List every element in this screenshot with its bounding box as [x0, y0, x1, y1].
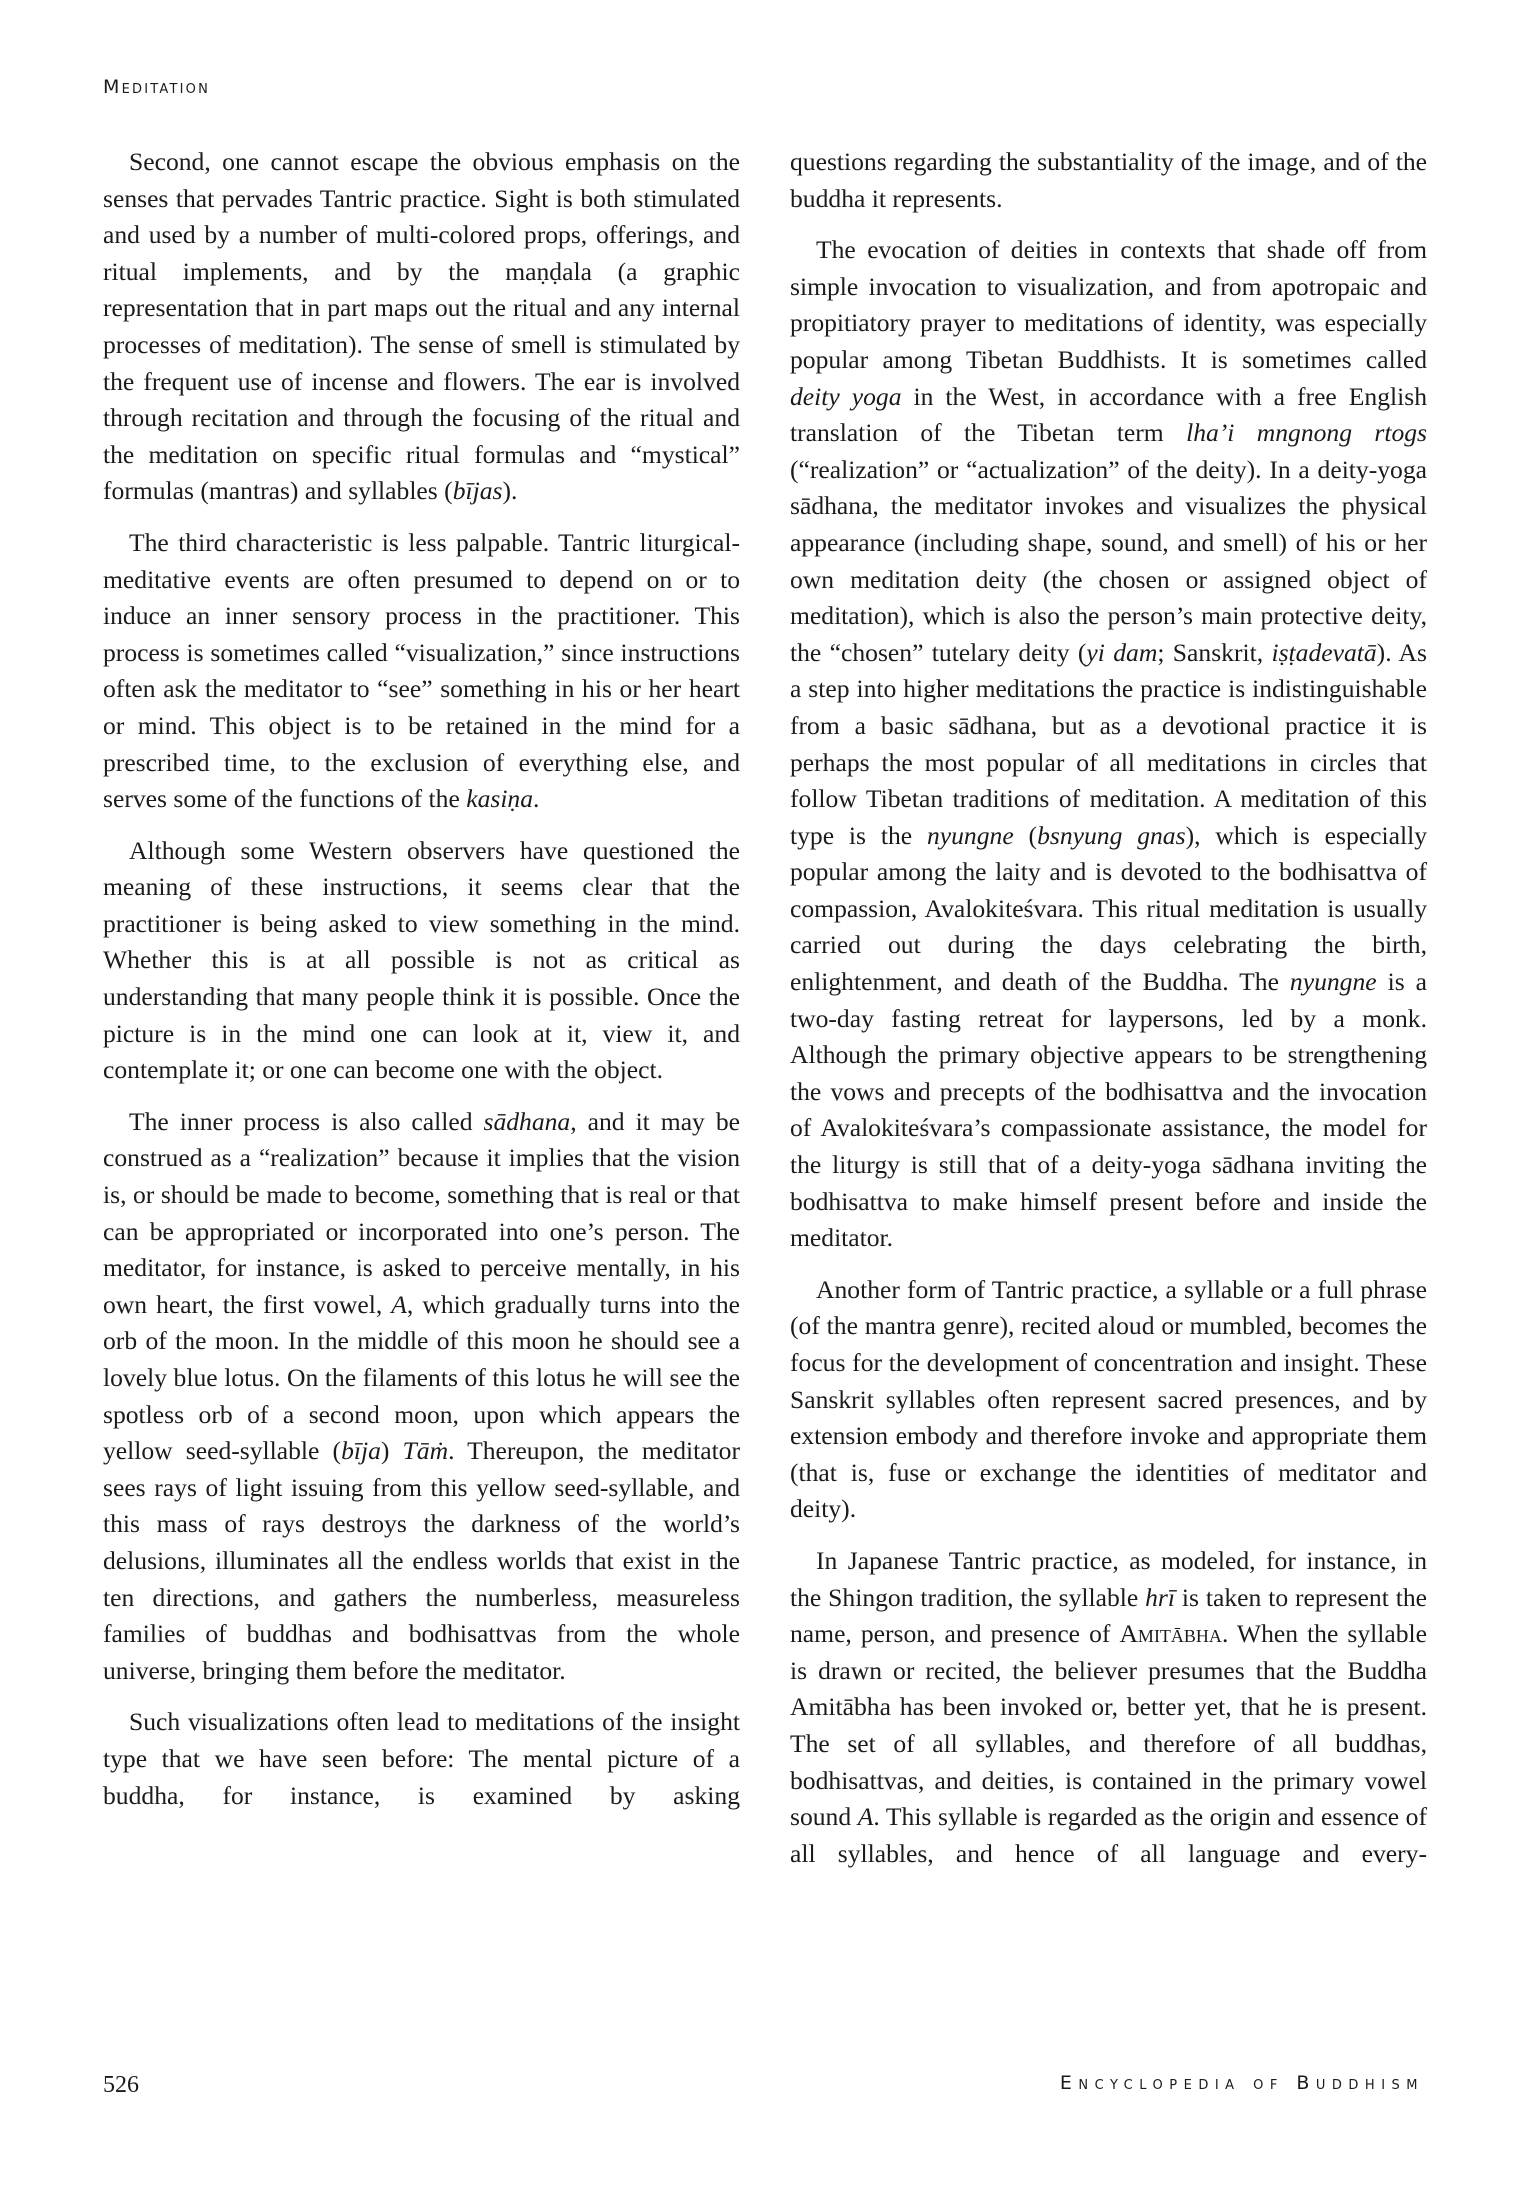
running-foot-book-title: Encyclopedia of Buddhism — [1059, 2072, 1424, 2094]
right-text-column — [790, 144, 1427, 1887]
text-run: ( — [1013, 820, 1038, 850]
body-paragraph — [790, 144, 1427, 217]
text-run: . This syllable is regarded as the origin and essence of all syllables, and hence of all language and every- — [790, 1802, 1428, 1868]
body-paragraph — [790, 232, 1427, 1257]
text-run: ), which is especially popular among the laity and is devoted to the bodhisattva of compassion, Avalokiteśvara. This ritual meditation is usually carried out during the days celebrating the birth, enlightenment, and death of the Buddha. The — [790, 820, 1427, 997]
text-run: ). As a step into higher meditations the practice is indistinguishable from a basic sādhana, but as a devotional practice it is perhaps the most popular of all meditations in circles that follow Tibetan traditions of meditation. A meditation of this type is the — [790, 637, 1427, 850]
text-run: , and it may be construed as a “realization” because it implies that the vision is, or should be made to become, something that is real or that can be appropriated or incorporated into one’s person. The meditator, for instance, is asked to perceive mentally, in his own heart, the first vowel, — [103, 1106, 740, 1319]
text-run: The third characteristic is less palpable. Tantric liturgical-meditative events are often presumed to depend on or to induce an inner sensory process in the practitioner. This process is sometimes called “visualization,” since instructions often ask the meditator to “see” something in his or her heart or mind. This object is to be retained in the mind for a prescribed time, to the exclusion of everything else, and serves some of the functions of the — [103, 527, 740, 814]
cross-reference-term[interactable]: Amitābha — [1119, 1619, 1222, 1649]
text-run: (“realization” or “actualization” of the deity). In a deity-yoga sādhana, the meditator invokes and visualizes the physical appearance (including shape, sound, and smell) of his or her own meditation deity (the chosen or assigned object of meditation), which is also the person’s main protective deity, the “chosen” tutelary deity ( — [790, 454, 1427, 667]
body-paragraph — [103, 1104, 740, 1690]
italic-term: bījas — [452, 476, 503, 506]
body-paragraph — [790, 1272, 1427, 1528]
italic-term: nyungne — [1289, 967, 1377, 997]
text-run: Second, one cannot escape the obvious emphasis on the senses that pervades Tantric practice. Sight is both stimulated and used by a number of multi-colored props, offerings, and ritual implements, and by the maṇḍala (a graphic representation that in part maps out the ritual and any internal processes of meditation). The sense of smell is stimulated by the frequent use of incense and flowers. The ear is involved through recitation and through the focusing of the ritual and the meditation on specific ritual formulas and “mystical” formulas (mantras) and syllables ( — [103, 147, 740, 506]
italic-term: deity yoga — [790, 381, 902, 411]
body-paragraph — [103, 525, 740, 818]
italic-term: Tāṁ — [402, 1436, 449, 1466]
text-run: is taken to represent the name, person, and presence of — [790, 1582, 1427, 1649]
italic-term: A — [391, 1289, 407, 1319]
body-paragraph — [103, 833, 740, 1089]
text-run: Such visualizations often lead to meditations of the insight type that we have seen before: The mental picture of a buddha, for instance, is examined by asking — [103, 1707, 740, 1810]
text-run: The evocation of deities in contexts that shade off from simple invocation to visualization, and from apotropaic and propitiatory prayer to meditations of identity, was especially popular among Tibetan Buddhists. It is sometimes called — [790, 235, 1427, 374]
text-run: is a two-day fasting retreat for laypersons, led by a monk. Although the primary objective appears to be strengthening the vows and precepts of the bodhisattva and the invocation of Avalokiteśvara’s compassionate assistance, the model for the liturgy is still that of a deity-yoga sādhana inviting the bodhisattva to make himself present before and inside the meditator. — [790, 967, 1427, 1253]
text-run: Another form of Tantric practice, a syllable or a full phrase (of the mantra genre), recited aloud or mumbled, becomes the focus for the development of concentration and insight. These Sanskrit syllables often represent sacred presences, and by extension embody and therefore invoke and appropriate them (that is, fuse or exchange the identities of meditator and deity). — [790, 1274, 1427, 1524]
text-run: ). — [502, 476, 518, 506]
body-paragraph — [103, 144, 740, 510]
text-run: . When the syllable is drawn or recited, the believer presumes that the Buddha Amitābha has been invoked or, better yet, that he is present. The set of all syllables, and therefore of all buddhas, bodhisattvas, and deities, is contained in the primary vowel sound — [790, 1619, 1427, 1832]
running-head-title: Meditation — [103, 76, 210, 98]
text-run: Although some Western observers have questioned the meaning of these instructions, it seems clear that the practitioner is being asked to view something in the mind. Whether this is at all possible is not as critical as understanding that many people think it is possible. Once the picture is in the mind one can look at it, view it, and contemplate it; or one can become one with the object. — [103, 835, 740, 1085]
italic-term: sādhana — [483, 1106, 571, 1136]
italic-term: A — [857, 1802, 874, 1832]
text-run: In Japanese Tantric practice, as modeled, for instance, in the Shingon tradition, the syllable — [790, 1545, 1427, 1612]
body-paragraph — [103, 1704, 740, 1814]
italic-term: kasiṇa — [466, 784, 534, 814]
italic-term: nyungne — [926, 820, 1014, 850]
text-run: . Thereupon, the meditator sees rays of light issuing from this yellow seed-syllable, and this mass of rays destroys the darkness of the world’s delusions, illuminates all the endless worlds that exist in the ten directions, and gathers the numberless, measureless families of buddhas and bodhisattvas from the whole universe, bringing them before the meditator. — [103, 1436, 740, 1685]
left-text-column — [103, 144, 740, 1829]
italic-term: lha’i mngnong rtogs — [1186, 418, 1427, 448]
italic-term: bīja — [341, 1436, 381, 1466]
page-number: 526 — [103, 2072, 139, 2098]
text-run: . — [533, 784, 540, 814]
italic-term: bsnyung gnas — [1037, 820, 1186, 850]
text-run: ) — [380, 1436, 403, 1466]
italic-term: hrī — [1145, 1582, 1175, 1612]
body-paragraph — [790, 1543, 1427, 1872]
italic-term: yi dam — [1086, 637, 1158, 667]
text-run: in the West, in accordance with a free English translation of the Tibetan term — [790, 381, 1428, 448]
italic-term: iṣṭadevatā — [1271, 637, 1377, 667]
text-run: , which gradually turns into the orb of the moon. In the middle of this moon he should see a lovely blue lotus. On the filaments of this lotus he will see the spotless orb of a second moon, upon which appears the yellow seed-syllable ( — [103, 1289, 741, 1466]
text-run: The inner process is also called — [129, 1106, 484, 1136]
text-run: ; Sanskrit, — [1157, 637, 1272, 667]
text-run: questions regarding the substantiality of the image, and of the buddha it represents. — [790, 147, 1427, 213]
